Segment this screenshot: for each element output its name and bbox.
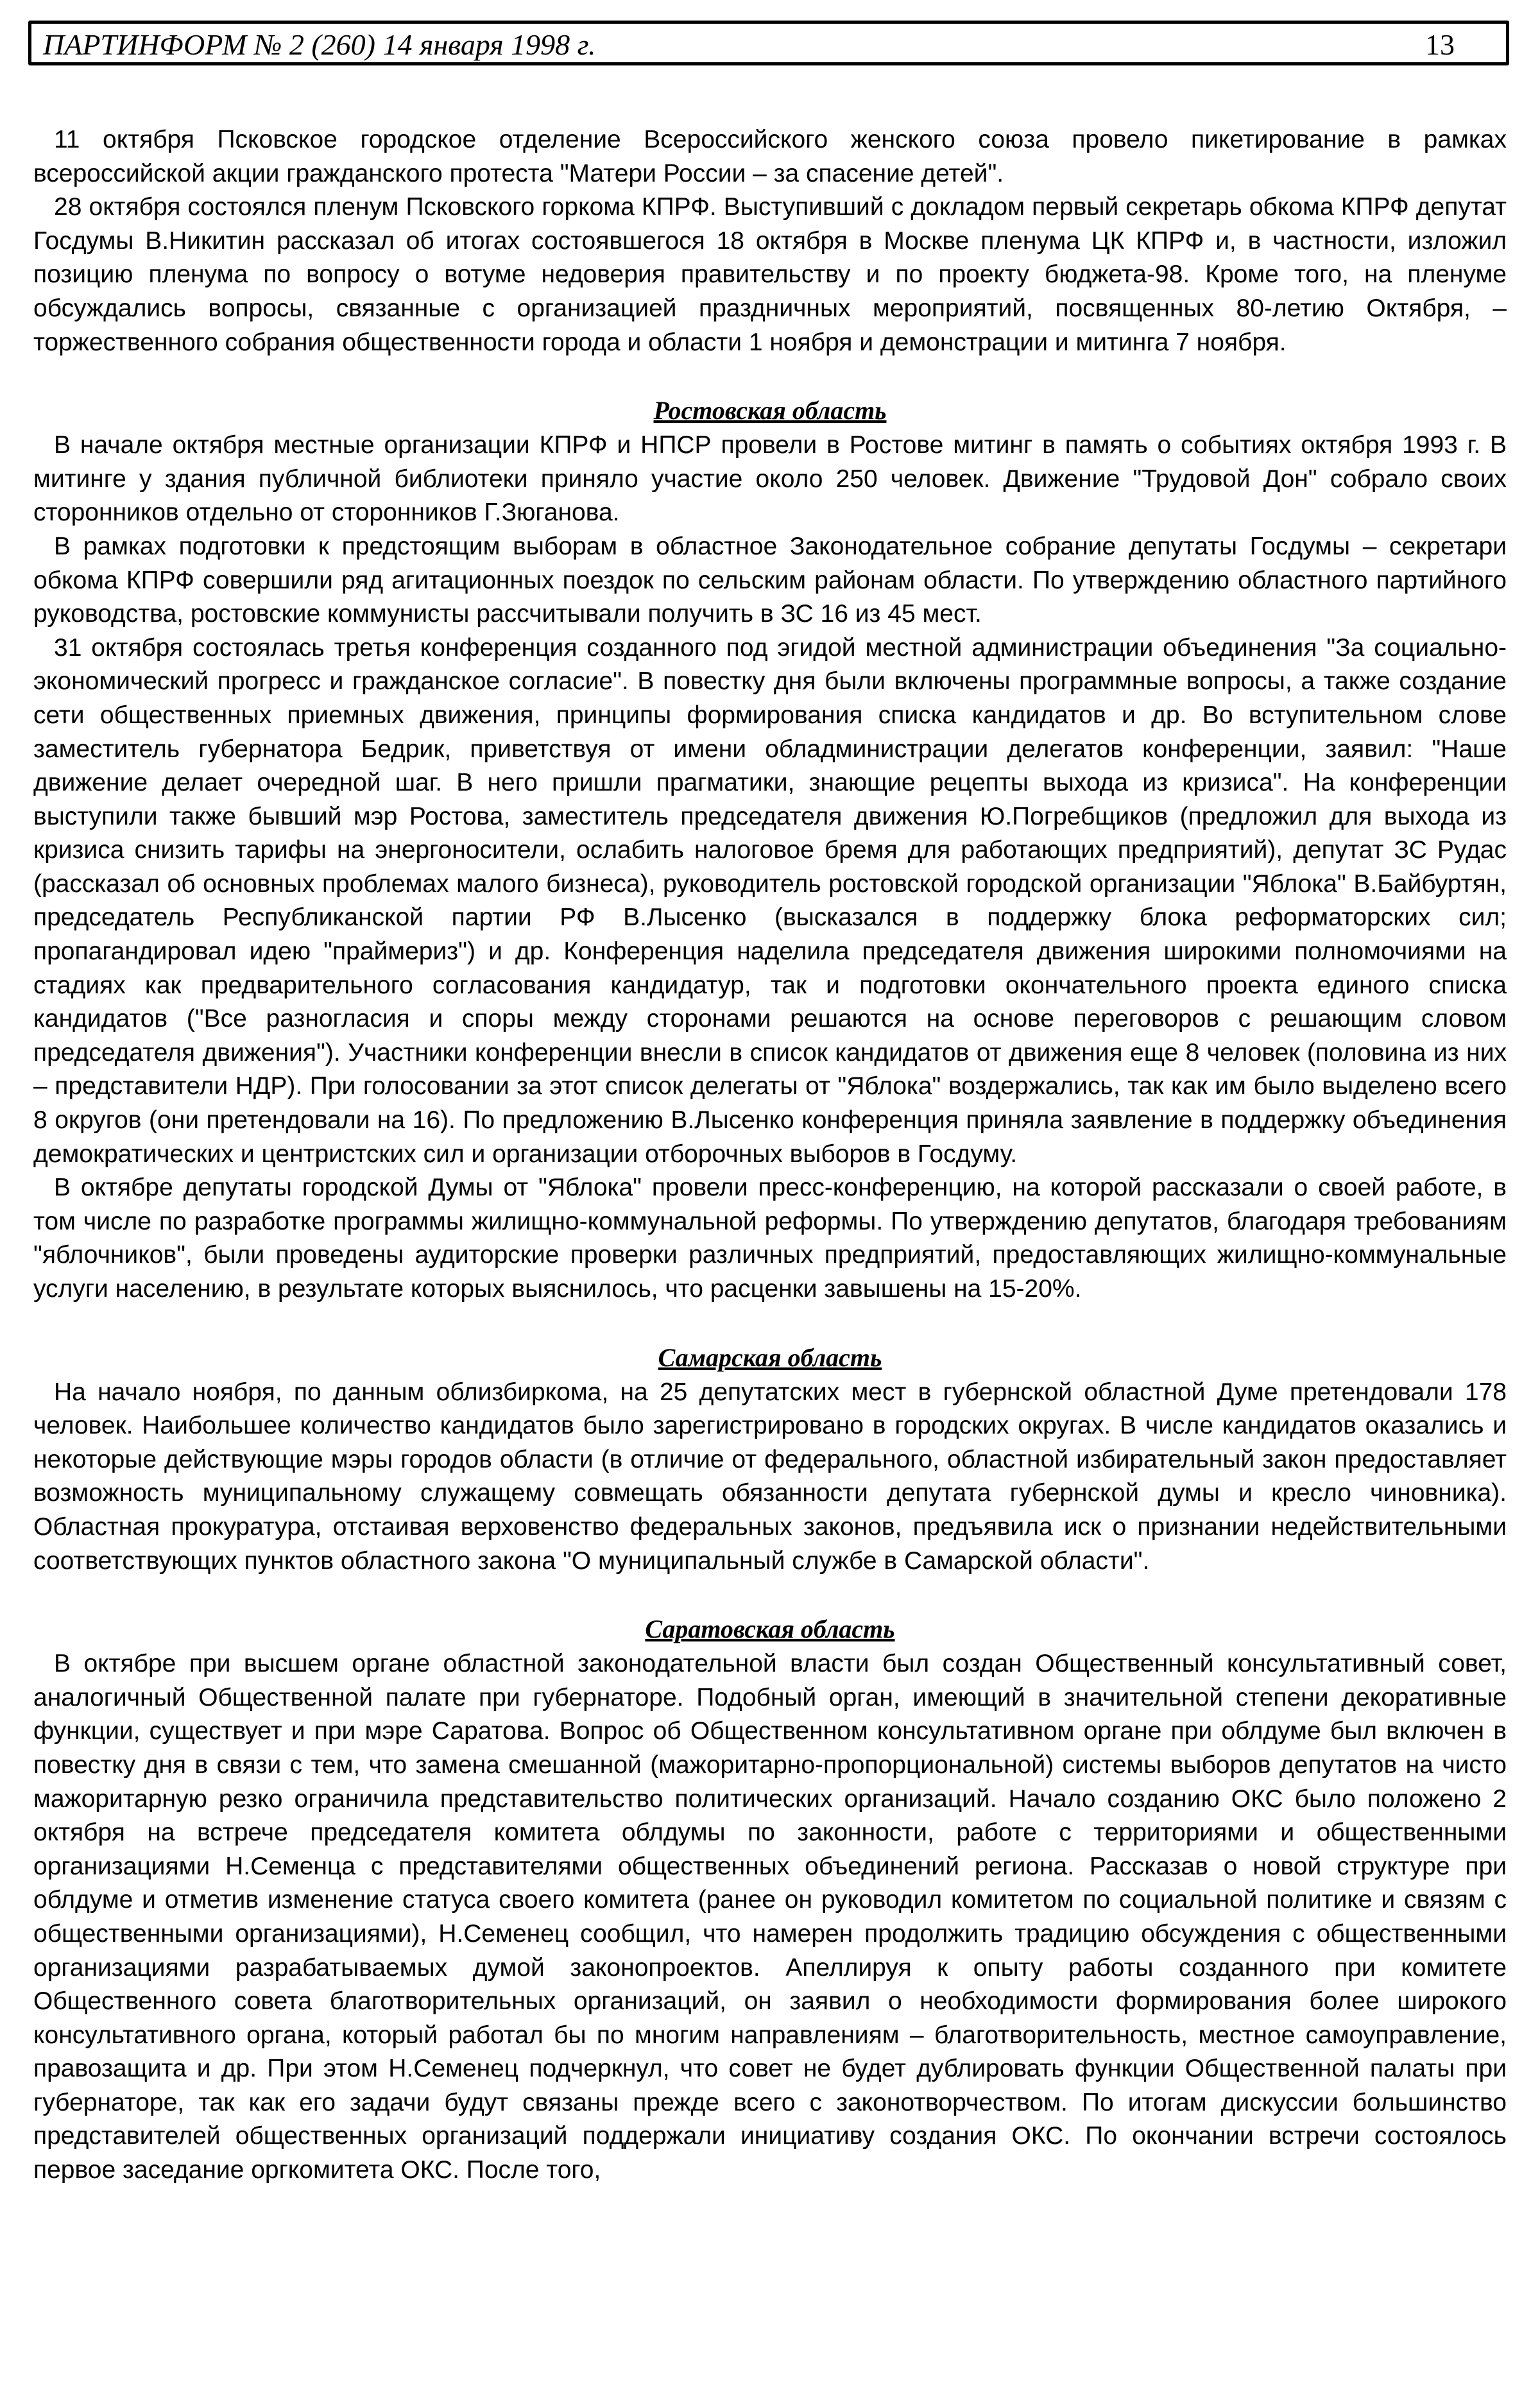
section-heading-samara: Самарская область (658, 1342, 882, 1372)
paragraph: 28 октября состоялся пленум Псковского горкома КПРФ. Выступивший с докладом первый секретарь обкома КПРФ депутат Госдумы В.Никитин рассказал об итогах состоявшегося 18 октября в Москве пленума ЦК КПРФ и, в частности, изложил позицию пленума по вопросу о вотуме недоверия правительству и по проекту бюджета-98. Кроме того, на пленуме обсуждались вопросы, связанные с организацией праздничных мероприятий, посвященных 80-летию Октября, – торжественного собрания общественности города и области 1 ноября и демонстрации и митинга 7 ноября. (33, 193, 1507, 356)
section-heading-saratov: Саратовская область (645, 1615, 895, 1644)
paragraph: В начале октября местные организации КПРФ и НПСР провели в Ростове митинг в память о событиях октября 1993 г. В митинге у здания публичной библиотеки приняло участие около 250 человек. Движение "Трудовой Дон" собрало своих сторонников отдельно от сторонников Г.Зюганова. (33, 431, 1507, 527)
paragraph: 11 октября Псковское городское отделение Всероссийского женского союза провело пикетирование в рамках всероссийской акции гражданского протеста "Матери России – за спасение детей". (33, 126, 1507, 187)
paragraph: На начало ноября, по данным облизбиркома, на 25 депутатских мест в губернской областной Думе претендовали 178 человек. Наибольшее количество кандидатов было зарегистрировано в городских округах. В числе кандидатов оказались и некоторые действующие мэры городов области (в отличие от федерального, областной избирательный закон предоставляет возможность муниципальному служащему совмещать обязанности депутата губернской думы и кресло чиновника). Областная прокуратура, отстаивая верховенство федеральных законов, предъявила иск о признании недействительными соответствующих пунктов областного закона "О муниципальный службе в Самарской области". (33, 1378, 1507, 1575)
publication-title: ПАРТИНФОРМ № 2 (260) 14 января 1998 г. (43, 28, 596, 61)
article-body (33, 123, 1507, 2188)
section-heading-rostov: Ростовская область (653, 396, 887, 425)
paragraph: В октябре при высшем органе областной законодательной власти был создан Общественный консультативный совет, аналогичный Общественной палате при губернаторе. Подобный орган, имеющий в значительной степени декоративные функции, существует и при мэре Саратова. Вопрос об Общественном консультативном органе при облдуме был включен в повестку дня в связи с тем, что замена смешанной (мажоритарно-пропорциональной) системы выборов депутатов на чисто мажоритарную резко ограничила представительство политических организаций. Начало созданию ОКС было положено 2 октября на встрече председателя комитета облдумы по законности, работе с территориями и общественными организациями Н.Семенца с представителями общественных объединений региона. Рассказав о новой структуре при облдуме и отметив изменение статуса своего комитета (ранее он руководил комитетом по социальной политике и связям с общественными организациями), Н.Семенец сообщил, что намерен продолжить традицию обсуждения с общественными организациями разрабатываемых думой законопроектов. Апеллируя к опыту работы созданного при комитете Общественного совета благотворительных организаций, он заявил о необходимости формирования более широкого консультативного органа, который работал бы по многим направлениям – благотворительность, местное самоуправление, правозащита и др. При этом Н.Семенец подчеркнул, что совет не будет дублировать функции Общественной палаты при губернаторе, так как его задачи будут связаны прежде всего с законотворчеством. По итогам дискуссии большинство представителей общественных организаций поддержали инициативу создания ОКС. По окончании встречи состоялось первое заседание оргкомитета ОКС. После того, (33, 1650, 1507, 2184)
section-gap (33, 1578, 1507, 1611)
section-gap (33, 1307, 1507, 1340)
paragraph: В рамках подготовки к предстоящим выборам в областное Законодательное собрание депутаты Госдумы – секретари обкома КПРФ совершили ряд агитационных поездок по сельским районам области. По утверждению областного партийного руководства, ростовские коммунисты рассчитывали получить в ЗС 16 из 45 мест. (33, 532, 1507, 628)
page-number: 13 (1425, 28, 1455, 61)
page-header (28, 21, 1509, 65)
paragraph: В октябре депутаты городской Думы от "Яблока" провели пресс-конференцию, на которой рассказали о своей работе, в том числе по разработке программы жилищно-коммунальной реформы. По утверждению депутатов, благодаря требованиям "яблочников", были проведены аудиторские проверки различных предприятий, предоставляющих жилищно-коммунальные услуги населению, в результате которых выяснилось, что расценки завышены на 15-20%. (33, 1174, 1507, 1303)
paragraph: 31 октября состоялась третья конференция созданного под эгидой местной администрации объединения "За социально-экономический прогресс и гражданское согласие". В повестку дня были включены программные вопросы, а также создание сети общественных приемных движения, принципы формирования списка кандидатов и др. Во вступительном слове заместитель губернатора Бедрик, приветствуя от имени обладминистрации делегатов конференции, заявил: "Наше движение делает очередной шаг. В него пришли прагматики, знающие рецепты выхода из кризиса". На конференции выступили также бывший мэр Ростова, заместитель председателя движения Ю.Погребщиков (предложил для выхода из кризиса снизить тарифы на энергоносители, ослабить налоговое бремя для работающих предприятий), депутат ЗС Рудас (рассказал об основных проблемах малого бизнеса), руководитель ростовской городской организации "Яблока" В.Байбуртян, председатель Республиканской партии РФ В.Лысенко (высказался в поддержку блока реформаторских сил; пропагандировал идею "праймериз") и др. Конференция наделила председателя движения широкими полномочиями на стадиях как предварительного согласования кандидатур, так и подготовки окончательного проекта единого списка кандидатов ("Все разногласия и споры между сторонами решаются на основе переговоров с решающим словом председателя движения"). Участники конференции внесли в список кандидатов от движения еще 8 человек (половина из них – представители НДР). При голосовании за этот список делегаты от "Яблока" воздержались, так как им было выделено всего 8 округов (они претендовали на 16). По предложению В.Лысенко конференция приняла заявление в поддержку объединения демократических и центристских сил и организации отборочных выборов в Госдуму. (33, 633, 1507, 1168)
section-gap (33, 359, 1507, 393)
